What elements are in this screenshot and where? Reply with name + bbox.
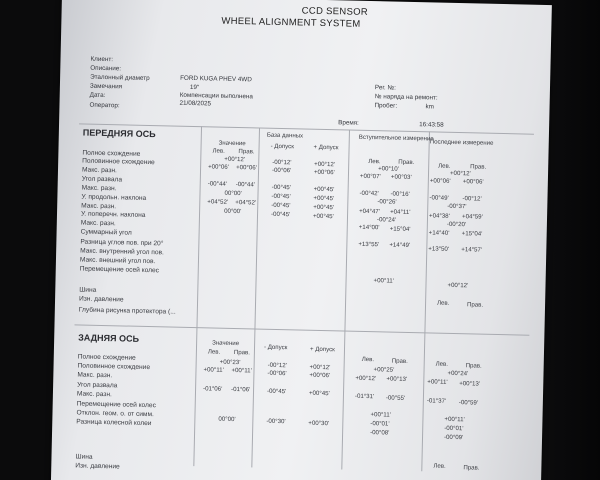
front-tire-right-header: Прав. (466, 301, 484, 309)
front-toe-out-after-left: +13°50' (428, 245, 450, 253)
rear-total-toe-after: +00°24' (447, 369, 469, 378)
minus-tolerance-header: - Допуск (270, 142, 294, 151)
rear-total-toe-value: +00°23' (219, 358, 241, 367)
front-caster-diff-after: -00°20' (446, 220, 467, 229)
front-camber-diff-before: -00°26' (377, 198, 397, 206)
grid-line (341, 130, 350, 470)
row-label: Суммарный угол (80, 228, 132, 237)
rear-camber-right: -01°06' (230, 385, 251, 394)
front-camber-diff-minus: -00°45' (271, 192, 291, 201)
rear-before-left-header: Лев. (361, 355, 375, 364)
front-camber-after-left: -00°49' (429, 194, 449, 202)
grid-line (421, 131, 430, 471)
rear-after-right-header: Прав. (465, 362, 482, 370)
rear-half-toe-after-right: +00°13' (459, 380, 481, 388)
compensation-remark: Компенсации выполнена (179, 91, 254, 101)
rear-half-toe-plus: +00°06' (309, 371, 331, 380)
front-kpi-before-left: +14°00' (358, 223, 380, 232)
rear-left-header: Лев. (207, 348, 221, 356)
time-label: Время: (338, 119, 359, 127)
front-axle-title: ПЕРЕДНЯЯ ОСЬ (82, 127, 156, 140)
front-half-toe-before-right: +00°03' (390, 173, 412, 181)
front-half-toe-before-left: +00°07' (359, 172, 381, 181)
mileage-label: Пробег: (374, 102, 398, 110)
after-right-header: Прав. (470, 163, 487, 171)
after-left-header: Лев. (438, 162, 451, 170)
front-camber-right: -00°44' (235, 180, 255, 189)
front-half-toe-after-right: +00°06' (462, 178, 484, 186)
grid-line (251, 128, 260, 468)
report-title-line1: CCD SENSOR (301, 5, 369, 18)
rear-thrust-before: -00°01' (370, 420, 390, 428)
front-total-toe-plus: +00°12' (314, 160, 335, 169)
rear-total-toe-minus: -00°12' (267, 361, 287, 370)
front-caster-before-left: +04°47' (359, 207, 380, 216)
front-caster-plus: +00°45' (313, 203, 335, 212)
row-label: Макс. разн. (81, 166, 118, 175)
remarks-label: Замечания (89, 82, 123, 91)
rear-tire-label: Шина (75, 453, 93, 461)
row-label: Отклон. геом. о. от симм. (76, 409, 154, 419)
rear-total-toe-before: +00°25' (373, 366, 395, 374)
rear-track-diff-before: -00°08' (370, 429, 390, 437)
database-title: База данных (266, 131, 304, 140)
front-camber-diff-value: 00°00' (224, 189, 242, 198)
front-caster-after-right: +04°59' (461, 213, 483, 221)
front-camber-minus: -00°45' (271, 183, 291, 192)
front-setback-after: +00°12' (447, 281, 469, 290)
grid-line (74, 324, 529, 335)
order-number-label: № наряда на ремонт: (374, 93, 438, 102)
front-tire-left-header: Лев. (437, 299, 450, 307)
reg-number-label: Рег. №: (374, 84, 396, 92)
rear-total-toe-plus: +00°12' (309, 363, 331, 372)
rear-camber-before-right: -00°55' (385, 394, 406, 402)
front-caster-minus: -00°45' (271, 201, 291, 210)
rear-half-toe-after-left: +00°11' (427, 378, 448, 386)
front-caster-right: +04°52' (235, 198, 257, 207)
front-kpi-after-left: +14°40' (428, 229, 450, 237)
rear-value-header: Значение (212, 339, 240, 348)
rear-thrust-minus: -00°30' (266, 417, 286, 426)
front-setback-before: +00°11' (373, 277, 394, 285)
row-label: Полное схождение (77, 353, 136, 362)
front-camber-diff-plus: +00°45' (313, 194, 335, 203)
rear-half-toe-right: +00°11' (231, 366, 252, 375)
rear-right-header: Прав. (233, 348, 251, 357)
left-header: Лев. (212, 147, 225, 155)
front-caster-before-right: +04°11' (390, 208, 411, 216)
description-label: Описание: (90, 64, 122, 73)
front-kpi-before-right: +15°04' (389, 225, 411, 233)
after-measurement-header: Последнее измерение (429, 138, 494, 147)
before-right-header: Прав. (398, 158, 415, 167)
rear-minus-tolerance-header: - Допуск (263, 343, 288, 352)
row-label: Макс. разн. (81, 202, 117, 211)
rear-thrust-value: 00°00' (218, 415, 236, 424)
front-camber-plus: +00°45' (313, 185, 335, 194)
before-measurement-header: Вступительное измерение (358, 133, 434, 143)
front-camber-left: -00°44' (207, 180, 227, 188)
front-caster-left: +04°52' (207, 198, 229, 206)
row-label: Макс. разн. (77, 371, 113, 380)
mileage-unit: km (425, 103, 435, 111)
rear-tire-left-header: Лев. (433, 462, 446, 470)
row-label: Угол развала (77, 381, 118, 390)
before-left-header: Лев. (368, 157, 381, 166)
row-label: Половинное схождение (77, 362, 151, 372)
front-pressure-label: Изн. давление (79, 295, 124, 304)
rear-camber-after-left: -01°37' (426, 397, 447, 405)
row-label: Половинное схождение (82, 157, 155, 167)
front-kpi-after-right: +15°04' (461, 230, 483, 238)
front-total-toe-value: +00°12' (224, 155, 246, 164)
front-toe-out-before-right: +14°49' (389, 241, 411, 249)
front-tire-label: Шина (79, 286, 97, 294)
report-title-line2: WHEEL ALIGNMENT SYSTEM (221, 15, 361, 30)
row-label: Макс. внутренний угол пов. (80, 247, 164, 257)
front-total-toe-before: +00°10' (378, 165, 399, 173)
front-caster-diff-before: -00°24' (376, 216, 397, 224)
front-toe-out-before-left: +13°55' (358, 240, 380, 249)
grid-line (193, 126, 202, 466)
front-total-toe-minus: -00°12' (272, 158, 292, 167)
front-half-toe-plus: +00°06' (313, 168, 335, 177)
rear-camber-before-left: -01°31' (354, 392, 375, 401)
front-half-toe-after-left: +00°06' (429, 177, 451, 185)
rear-half-toe-before-left: +00°12' (355, 374, 377, 383)
row-label: Макс. разн. (81, 184, 117, 193)
rear-track-diff-after: -00°09' (443, 433, 464, 442)
front-total-toe-after: +00°12' (449, 169, 471, 178)
reference-diameter: 19" (189, 83, 200, 92)
rear-half-toe-left: +00°11' (203, 366, 224, 374)
front-half-toe-right: +00°06' (236, 163, 257, 172)
row-label: Макс. разн. (80, 219, 116, 228)
rear-plus-tolerance-header: + Допуск (309, 345, 335, 354)
vehicle-model: FORD KUGA PHEV 4WD (180, 74, 252, 84)
rear-half-toe-minus: -00°06' (267, 369, 287, 378)
alignment-report-sheet (51, 0, 552, 480)
front-caster-diff-value: 00°00' (224, 207, 242, 216)
rear-tire-right-header: Прав. (463, 464, 480, 472)
rear-half-toe-before-right: +00°13' (386, 375, 408, 383)
right-header: Прав. (238, 148, 255, 156)
row-label: Полное схождение (82, 149, 141, 158)
front-camber-after-right: -00°12' (462, 195, 482, 203)
report-time: 16:43:58 (419, 121, 444, 129)
ref-diameter-label: Эталонный диаметр (90, 73, 150, 83)
rear-camber-minus: -00°45' (266, 387, 287, 396)
operator-label: Оператор: (89, 101, 120, 110)
rear-axle-title: ЗАДНЯЯ ОСЬ (78, 332, 140, 344)
rear-setback-before: +00°11' (370, 411, 391, 419)
rear-thrust-plus: +00°30' (308, 419, 330, 428)
rear-thrust-after: -00°01' (444, 424, 464, 433)
row-label: Макс. разн. (76, 390, 112, 399)
value-header: Значение (218, 139, 246, 148)
row-label: Угол развала (81, 175, 123, 184)
row-label: Перемещение осей колес (76, 400, 156, 410)
rear-before-right-header: Прав. (391, 357, 408, 365)
rear-after-left-header: Лев. (435, 360, 449, 368)
client-label: Клиент: (90, 55, 114, 64)
front-camber-before-left: -00°42' (359, 189, 379, 198)
report-date: 21/08/2025 (179, 99, 212, 108)
front-tread-depth-label: Глубина рисунка протектора (... (78, 306, 176, 316)
rear-pressure-label: Изн. давление (75, 462, 120, 471)
front-half-toe-minus: -00°06' (271, 166, 292, 175)
rear-camber-left: -01°06' (202, 385, 223, 393)
front-caster-after-left: +04°38' (428, 212, 450, 220)
row-label: Макс. внешний угол пов. (79, 256, 156, 266)
row-label: У. поперечн. наклона (80, 210, 146, 219)
front-camber-before-right: -00°16' (390, 190, 410, 198)
front-camber-diff-after: -00°37' (447, 202, 467, 211)
rear-camber-after-right: -00°59' (458, 399, 479, 407)
row-label: Разница колесной колеи (76, 418, 152, 428)
row-label: У. продольн. наклона (81, 193, 147, 202)
row-label: Разница углов пов. при 20° (80, 238, 164, 248)
front-caster-diff-plus: +00°45' (312, 212, 334, 221)
rear-setback-after: +00°11' (444, 415, 465, 424)
front-toe-out-after-right: +14°57' (461, 246, 483, 254)
row-label: Перемещение осей колес (79, 265, 160, 275)
plus-tolerance-header: + Допуск (313, 143, 339, 152)
rear-camber-plus: +00°45' (308, 389, 330, 398)
front-half-toe-left: +00°06' (208, 163, 229, 171)
front-caster-diff-minus: -00°45' (270, 210, 291, 219)
date-label: Дата: (89, 91, 106, 100)
